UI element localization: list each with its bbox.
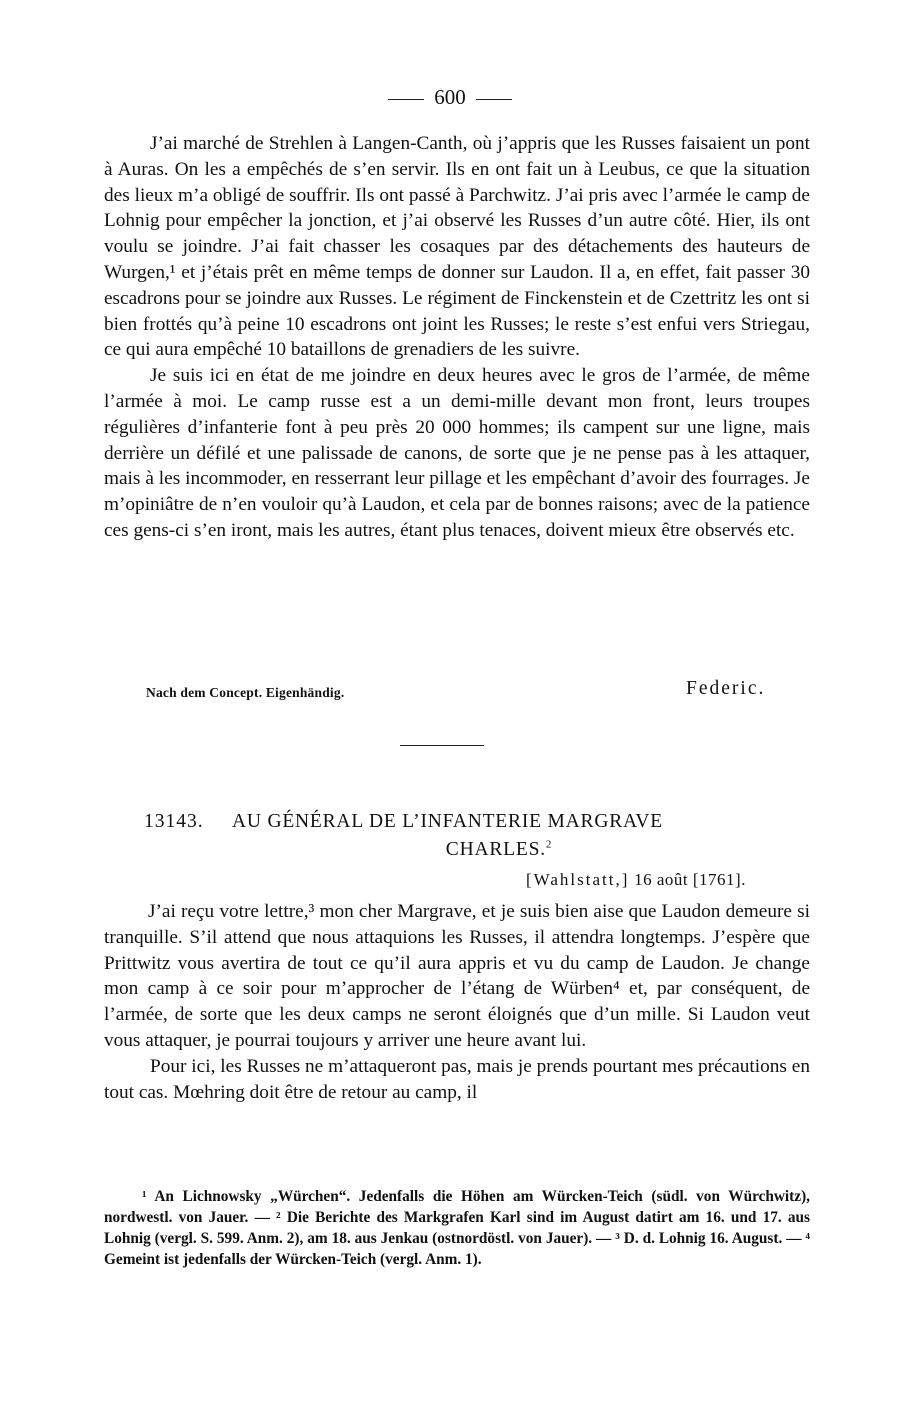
letter-number: 13143. [144, 811, 204, 832]
letter2-title-line1: AU GÉNÉRAL DE L’INFANTERIE MARGRAVE [232, 811, 663, 832]
dateline-place: [Wahlstatt,] [526, 870, 630, 889]
letter1-paragraph-2: Je suis ici en état de me joindre en deux heures avec le gros de l’armée, de même l’armée à moi. Le camp russe est a un demi-mille devant mon front, leurs troupes régulières d’infanterie font à peu près 20 000 hommes; ils campent sur une ligne, mais derrière un défilé et une palissade de canons, de sorte que je ne pense pas à les attaquer, mais à les incommoder, en resserrant leur pillage et les empêchant d’avoir des fourrages. Je m’opiniâtre de n’en vouloir qu’à Laudon, et cela par de bonnes raisons; avec de la patience ces gens-ci s’en iront, mais les autres, étant plus tenaces, doivent mieux être observés etc. [104, 365, 810, 541]
letter2-heading [144, 808, 794, 864]
page-number-dash-left [388, 99, 424, 100]
letter1-paragraph-1: J’ai marché de Strehlen à Langen-Canth, où j’appris que les Russes faisaient un pont à Auras. On les a empêchés de s’en servir. Ils en ont fait un à Leubus, ce que la situation des lieux m’a obligé de souffrir. Ils ont passé à Parchwitz. J’ai pris avec l’armée le camp de Lohnig pour empêcher la jonction, et j’ai observé les Russes d’un autre côté. Hier, ils ont voulu se joindre. J’ai fait chasser les cosaques par des détachements des hauteurs de Wurgen,¹ et j’étais prêt en même temps de donner sur Laudon. Il a, en effet, fait passer 30 escadrons pour se joindre aux Russes. Le régiment de Finckenstein et de Czettritz les ont si bien frottés qu’à peine 10 escadrons ont joint les Russes; le reste s’est enfui vers Striegau, ce qui aura empêché 10 bataillons de grenadiers de les suivre. [104, 133, 810, 361]
page-number: 600 [434, 85, 466, 109]
letter2-title-line2-wrap [144, 836, 794, 864]
source-note: Nach dem Concept. Eigenhändig. [146, 685, 345, 700]
footnotes [104, 1186, 810, 1270]
letter2-title-note: 2 [545, 838, 553, 851]
letter2-title-line2: CHARLES. [445, 839, 546, 860]
letter2-body [104, 899, 810, 1105]
footnotes-text: ¹ An Lichnowsky „Würchen“. Jedenfalls die Höhen am Würcken-Teich (südl. von Würchwitz), nordwestl. von Jauer. — ² Die Berichte des Markgrafen Karl sind im August datirt am 16. und 17. aus Lohnig (vergl. S. 599. Anm. 2), am 18. aus Jenkau (ostnordöstl. von Jauer). — ³ D. d. Lohnig 16. August. — ⁴ Gemeint ist jedenfalls der Würcken-Teich (vergl. Anm. 1). [104, 1188, 810, 1268]
page-number-line [0, 84, 900, 110]
letter1-body [104, 131, 810, 544]
dateline [526, 870, 746, 890]
page-number-dash-right [476, 99, 512, 100]
section-divider [400, 745, 484, 746]
letter2-paragraph-1: J’ai reçu votre lettre,³ mon cher Margrave, et je suis bien aise que Laudon demeure si tranquille. S’il attend que nous attaquions les Russes, il attendra longtemps. J’espère que Prittwitz vous avertira de tout ce qu’il aura appris et vu du camp de Laudon. Je change mon camp à ce soir pour m’approcher de l’étang de Würben⁴ et, par conséquent, de l’armée, de sorte que les deux camps ne seront éloignés que d’un mille. Si Laudon veut vous attaquer, je pourrai toujours y arriver une heure avant lui. [104, 901, 810, 1051]
signature: Federic. [686, 678, 766, 699]
letter2-paragraph-2: Pour ici, les Russes ne m’attaqueront pas, mais je prends pourtant mes précautions en tout cas. Mœhring doit être de retour au camp, il [104, 1055, 810, 1103]
dateline-date: 16 août [1761]. [634, 870, 746, 889]
